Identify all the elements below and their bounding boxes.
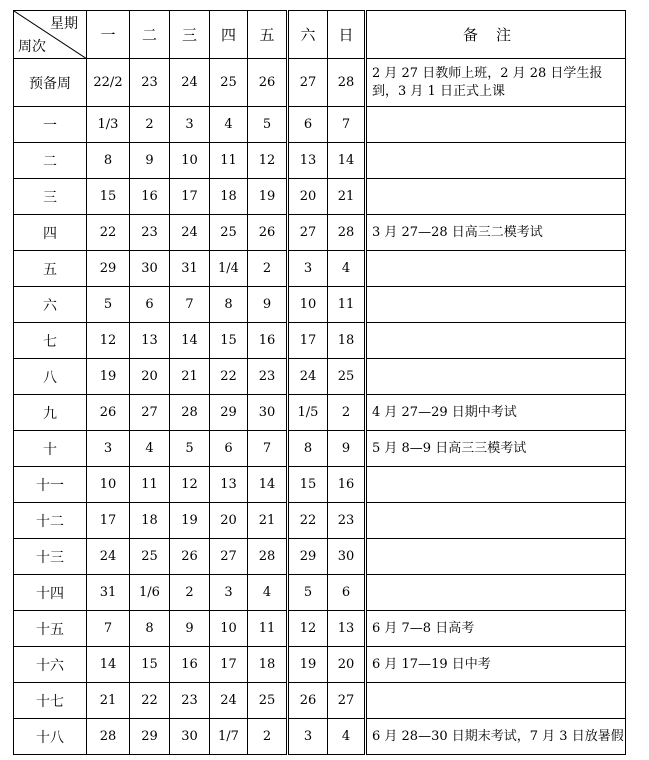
date-cell: 23 bbox=[130, 215, 170, 251]
date-cell: 8 bbox=[210, 287, 248, 323]
note-cell bbox=[366, 287, 626, 323]
date-cell: 16 bbox=[130, 179, 170, 215]
date-cell: 24 bbox=[170, 59, 210, 107]
week-label: 十七 bbox=[14, 683, 87, 719]
date-cell: 2 bbox=[170, 575, 210, 611]
date-cell: 3 bbox=[87, 431, 130, 467]
day-header: 日 bbox=[328, 11, 366, 59]
date-cell: 3 bbox=[288, 251, 328, 287]
day-header: 六 bbox=[288, 11, 328, 59]
table-row bbox=[14, 59, 626, 107]
date-cell: 13 bbox=[328, 611, 366, 647]
week-label: 九 bbox=[14, 395, 87, 431]
date-cell: 25 bbox=[130, 539, 170, 575]
date-cell: 6 bbox=[130, 287, 170, 323]
date-cell: 7 bbox=[328, 107, 366, 143]
week-label: 十六 bbox=[14, 647, 87, 683]
note-cell bbox=[366, 359, 626, 395]
date-cell: 4 bbox=[328, 251, 366, 287]
date-cell: 1/6 bbox=[130, 575, 170, 611]
table-row bbox=[14, 431, 626, 467]
date-cell: 13 bbox=[288, 143, 328, 179]
date-cell: 8 bbox=[130, 611, 170, 647]
date-cell: 13 bbox=[130, 323, 170, 359]
date-cell: 22 bbox=[288, 503, 328, 539]
week-label: 十三 bbox=[14, 539, 87, 575]
corner-bottom-label: 周次 bbox=[18, 39, 46, 55]
week-label: 十五 bbox=[14, 611, 87, 647]
table-row bbox=[14, 323, 626, 359]
date-cell: 27 bbox=[210, 539, 248, 575]
date-cell: 28 bbox=[87, 719, 130, 755]
date-cell: 21 bbox=[328, 179, 366, 215]
date-cell: 26 bbox=[288, 683, 328, 719]
date-cell: 1/3 bbox=[87, 107, 130, 143]
date-cell: 13 bbox=[210, 467, 248, 503]
corner-cell bbox=[14, 11, 87, 59]
date-cell: 10 bbox=[170, 143, 210, 179]
date-cell: 25 bbox=[248, 683, 288, 719]
date-cell: 12 bbox=[170, 467, 210, 503]
date-cell: 2 bbox=[248, 251, 288, 287]
date-cell: 9 bbox=[130, 143, 170, 179]
table-row bbox=[14, 575, 626, 611]
date-cell: 31 bbox=[87, 575, 130, 611]
date-cell: 15 bbox=[87, 179, 130, 215]
date-cell: 22 bbox=[130, 683, 170, 719]
note-cell: 2 月 27 日教师上班，2 月 28 日学生报到，3 月 1 日正式上课 bbox=[366, 59, 626, 107]
date-cell: 23 bbox=[248, 359, 288, 395]
table-row bbox=[14, 107, 626, 143]
date-cell: 11 bbox=[248, 611, 288, 647]
date-cell: 28 bbox=[248, 539, 288, 575]
date-cell: 30 bbox=[328, 539, 366, 575]
note-cell: 6 月 7—8 日高考 bbox=[366, 611, 626, 647]
date-cell: 4 bbox=[328, 719, 366, 755]
date-cell: 3 bbox=[288, 719, 328, 755]
note-cell: 6 月 17—19 日中考 bbox=[366, 647, 626, 683]
date-cell: 23 bbox=[170, 683, 210, 719]
date-cell: 22 bbox=[210, 359, 248, 395]
date-cell: 3 bbox=[210, 575, 248, 611]
corner-top-label: 星期 bbox=[50, 16, 78, 32]
date-cell: 17 bbox=[170, 179, 210, 215]
table-row bbox=[14, 467, 626, 503]
date-cell: 29 bbox=[288, 539, 328, 575]
day-header: 三 bbox=[170, 11, 210, 59]
date-cell: 16 bbox=[170, 647, 210, 683]
date-cell: 11 bbox=[130, 467, 170, 503]
table-row bbox=[14, 647, 626, 683]
note-cell bbox=[366, 575, 626, 611]
date-cell: 23 bbox=[328, 503, 366, 539]
date-cell: 27 bbox=[328, 683, 366, 719]
table-row bbox=[14, 251, 626, 287]
date-cell: 9 bbox=[170, 611, 210, 647]
week-label: 十二 bbox=[14, 503, 87, 539]
week-label: 三 bbox=[14, 179, 87, 215]
date-cell: 30 bbox=[130, 251, 170, 287]
date-cell: 31 bbox=[170, 251, 210, 287]
date-cell: 20 bbox=[210, 503, 248, 539]
date-cell: 17 bbox=[87, 503, 130, 539]
day-header: 五 bbox=[248, 11, 288, 59]
date-cell: 2 bbox=[130, 107, 170, 143]
table-row bbox=[14, 719, 626, 755]
date-cell: 11 bbox=[210, 143, 248, 179]
date-cell: 10 bbox=[87, 467, 130, 503]
date-cell: 25 bbox=[210, 215, 248, 251]
date-cell: 2 bbox=[248, 719, 288, 755]
notes-header-label: 备注 bbox=[462, 26, 529, 44]
note-cell: 3 月 27—28 日高三二模考试 bbox=[366, 215, 626, 251]
table-row bbox=[14, 503, 626, 539]
note-cell bbox=[366, 467, 626, 503]
date-cell: 15 bbox=[210, 323, 248, 359]
table-row bbox=[14, 683, 626, 719]
date-cell: 5 bbox=[87, 287, 130, 323]
date-cell: 28 bbox=[170, 395, 210, 431]
date-cell: 27 bbox=[130, 395, 170, 431]
note-cell bbox=[366, 107, 626, 143]
date-cell: 12 bbox=[248, 143, 288, 179]
date-cell: 17 bbox=[210, 647, 248, 683]
date-cell: 19 bbox=[248, 179, 288, 215]
note-cell: 5 月 8—9 日高三三模考试 bbox=[366, 431, 626, 467]
week-label: 十 bbox=[14, 431, 87, 467]
date-cell: 1/5 bbox=[288, 395, 328, 431]
table-row bbox=[14, 539, 626, 575]
date-cell: 2 bbox=[328, 395, 366, 431]
date-cell: 28 bbox=[328, 59, 366, 107]
date-cell: 24 bbox=[170, 215, 210, 251]
date-cell: 19 bbox=[170, 503, 210, 539]
date-cell: 30 bbox=[170, 719, 210, 755]
date-cell: 9 bbox=[248, 287, 288, 323]
date-cell: 14 bbox=[87, 647, 130, 683]
date-cell: 30 bbox=[248, 395, 288, 431]
date-cell: 26 bbox=[248, 215, 288, 251]
date-cell: 15 bbox=[130, 647, 170, 683]
date-cell: 19 bbox=[288, 647, 328, 683]
table-row bbox=[14, 611, 626, 647]
date-cell: 24 bbox=[87, 539, 130, 575]
date-cell: 10 bbox=[210, 611, 248, 647]
date-cell: 14 bbox=[248, 467, 288, 503]
note-cell bbox=[366, 683, 626, 719]
date-cell: 26 bbox=[248, 59, 288, 107]
date-cell: 29 bbox=[87, 251, 130, 287]
date-cell: 4 bbox=[130, 431, 170, 467]
date-cell: 3 bbox=[170, 107, 210, 143]
note-cell bbox=[366, 251, 626, 287]
date-cell: 24 bbox=[288, 359, 328, 395]
date-cell: 9 bbox=[328, 431, 366, 467]
date-cell: 6 bbox=[210, 431, 248, 467]
date-cell: 29 bbox=[210, 395, 248, 431]
date-cell: 18 bbox=[210, 179, 248, 215]
note-cell: 4 月 27—29 日期中考试 bbox=[366, 395, 626, 431]
date-cell: 22/2 bbox=[87, 59, 130, 107]
date-cell: 25 bbox=[210, 59, 248, 107]
date-cell: 18 bbox=[328, 323, 366, 359]
date-cell: 20 bbox=[288, 179, 328, 215]
date-cell: 14 bbox=[328, 143, 366, 179]
date-cell: 12 bbox=[87, 323, 130, 359]
table-row bbox=[14, 359, 626, 395]
note-cell bbox=[366, 179, 626, 215]
date-cell: 5 bbox=[170, 431, 210, 467]
note-cell bbox=[366, 503, 626, 539]
date-cell: 21 bbox=[87, 683, 130, 719]
week-label: 一 bbox=[14, 107, 87, 143]
week-label: 七 bbox=[14, 323, 87, 359]
date-cell: 24 bbox=[210, 683, 248, 719]
week-label: 十四 bbox=[14, 575, 87, 611]
table-row bbox=[14, 395, 626, 431]
date-cell: 26 bbox=[170, 539, 210, 575]
date-cell: 5 bbox=[288, 575, 328, 611]
date-cell: 4 bbox=[210, 107, 248, 143]
date-cell: 11 bbox=[328, 287, 366, 323]
date-cell: 21 bbox=[248, 503, 288, 539]
week-label: 六 bbox=[14, 287, 87, 323]
date-cell: 25 bbox=[328, 359, 366, 395]
note-cell bbox=[366, 539, 626, 575]
date-cell: 7 bbox=[248, 431, 288, 467]
date-cell: 6 bbox=[328, 575, 366, 611]
date-cell: 16 bbox=[248, 323, 288, 359]
table-row bbox=[14, 179, 626, 215]
note-cell bbox=[366, 323, 626, 359]
header-row bbox=[14, 11, 626, 59]
date-cell: 21 bbox=[170, 359, 210, 395]
date-cell: 17 bbox=[288, 323, 328, 359]
date-cell: 29 bbox=[130, 719, 170, 755]
date-cell: 22 bbox=[87, 215, 130, 251]
date-cell: 28 bbox=[328, 215, 366, 251]
date-cell: 1/4 bbox=[210, 251, 248, 287]
date-cell: 4 bbox=[248, 575, 288, 611]
date-cell: 18 bbox=[130, 503, 170, 539]
school-calendar-table bbox=[13, 10, 626, 755]
day-header: 四 bbox=[210, 11, 248, 59]
date-cell: 19 bbox=[87, 359, 130, 395]
day-header: 一 bbox=[87, 11, 130, 59]
week-label: 八 bbox=[14, 359, 87, 395]
week-label: 四 bbox=[14, 215, 87, 251]
date-cell: 26 bbox=[87, 395, 130, 431]
date-cell: 8 bbox=[288, 431, 328, 467]
date-cell: 6 bbox=[288, 107, 328, 143]
date-cell: 15 bbox=[288, 467, 328, 503]
week-label: 十八 bbox=[14, 719, 87, 755]
notes-header bbox=[366, 11, 626, 59]
date-cell: 12 bbox=[288, 611, 328, 647]
date-cell: 14 bbox=[170, 323, 210, 359]
week-label: 预备周 bbox=[14, 59, 87, 107]
date-cell: 10 bbox=[288, 287, 328, 323]
date-cell: 18 bbox=[248, 647, 288, 683]
table-row bbox=[14, 143, 626, 179]
day-header: 二 bbox=[130, 11, 170, 59]
note-cell: 6 月 28—30 日期末考试，7 月 3 日放暑假 bbox=[366, 719, 626, 755]
date-cell: 1/7 bbox=[210, 719, 248, 755]
date-cell: 8 bbox=[87, 143, 130, 179]
date-cell: 20 bbox=[328, 647, 366, 683]
note-cell bbox=[366, 143, 626, 179]
date-cell: 16 bbox=[328, 467, 366, 503]
date-cell: 20 bbox=[130, 359, 170, 395]
week-label: 五 bbox=[14, 251, 87, 287]
table-row bbox=[14, 215, 626, 251]
table-row bbox=[14, 287, 626, 323]
week-label: 二 bbox=[14, 143, 87, 179]
date-cell: 5 bbox=[248, 107, 288, 143]
date-cell: 27 bbox=[288, 215, 328, 251]
date-cell: 7 bbox=[170, 287, 210, 323]
date-cell: 27 bbox=[288, 59, 328, 107]
date-cell: 23 bbox=[130, 59, 170, 107]
week-label: 十一 bbox=[14, 467, 87, 503]
date-cell: 7 bbox=[87, 611, 130, 647]
